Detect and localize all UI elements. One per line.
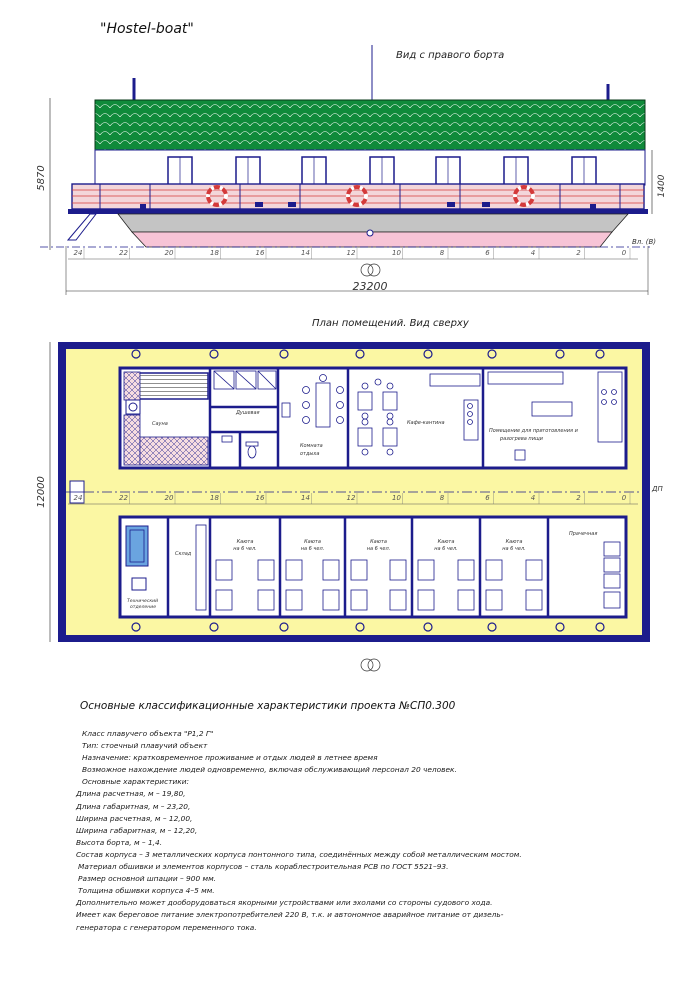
room-cafe: Кафе-кантина — [407, 420, 445, 426]
plan-frame-number: 20 — [164, 494, 174, 502]
side-frame-number: 0 — [621, 249, 627, 257]
sauna-bench-top — [138, 373, 208, 399]
plan-frame-number: 12 — [346, 494, 356, 502]
bunk-bed — [390, 590, 406, 610]
cabin-label: Каюта — [304, 539, 321, 545]
side-frame-number: 16 — [255, 249, 265, 257]
spec-line: Тип: стоечный плавучий объект — [82, 741, 208, 751]
plan-frame-number: 22 — [119, 494, 128, 502]
gangway — [68, 214, 96, 240]
generator-unit — [126, 526, 148, 566]
centerline-label: ДП — [652, 485, 663, 493]
bunk-bed — [526, 590, 542, 610]
hull-dim: 1400 — [657, 174, 667, 198]
cabin-label: на 6 чел. — [434, 546, 458, 552]
plan-frame-number: 24 — [73, 494, 83, 502]
room-cooking-2: разогрева пищи — [500, 436, 543, 442]
roof — [95, 100, 645, 150]
plan-frame-number: 0 — [621, 494, 627, 502]
spec-line: Класс плавучего объекта "Р1,2 Г" — [82, 729, 214, 738]
spec-line: Толщина обшивки корпуса 4–5 мм. — [78, 886, 215, 896]
plan-frame-number: 18 — [210, 494, 219, 502]
sauna-wall-hatch — [124, 372, 140, 400]
spec-line: Дополнительно может дооборудоваться якорными устройствами или эхолами со стороны судового хода. — [76, 898, 493, 908]
bunk-bed — [258, 590, 274, 610]
spec-line: генератора с генератором переменного тока. — [76, 922, 257, 932]
sauna-stove — [126, 400, 140, 414]
side-frame-number: 4 — [530, 249, 536, 257]
side-frame-number: 14 — [301, 249, 310, 257]
cabin-label: на 6 чел. — [366, 546, 391, 552]
sauna-wall-hatch-2 — [124, 415, 140, 465]
side-frame-number: 24 — [73, 249, 83, 257]
spec-line: Размер основной шпации – 900 мм. — [78, 874, 216, 884]
plan-frame-number: 14 — [301, 494, 310, 502]
plan-view-label: План помещений. Вид сверху — [312, 318, 469, 329]
side-frame-scale — [68, 248, 638, 259]
width-dim: 12000 — [36, 476, 47, 508]
cabin-label: Каюта — [370, 539, 387, 545]
frame-symbol — [361, 264, 380, 276]
spec-line: Длина расчетная, м – 19,80, — [76, 789, 186, 799]
side-frame-number: 6 — [485, 249, 490, 257]
length-dim: 23200 — [352, 280, 388, 293]
plan-frame-number: 8 — [439, 494, 445, 502]
hull-upper — [118, 214, 628, 232]
bunk-bed — [418, 590, 434, 610]
spec-list — [76, 728, 666, 934]
room-shower: Душевая — [236, 410, 260, 416]
spec-line: Состав корпуса – 3 металлических корпуса понтонного типа, соединённых между собой металлическим мостом. — [76, 849, 522, 859]
bunk-bed — [323, 590, 339, 610]
spec-line: Высота борта, м – 1,4. — [76, 837, 163, 847]
bunk-bed — [216, 560, 232, 580]
cabin-label: на 6 чел. — [502, 546, 526, 552]
room-laundry: Прачечная — [569, 531, 598, 537]
bunk-bed — [458, 590, 474, 610]
waterline-label: Вл. (В) — [632, 238, 656, 246]
side-frame-number: 10 — [392, 249, 401, 257]
spec-heading: Основные классификационные характеристики проекта №СП0.300 — [80, 700, 456, 712]
cabin-label: на 6 чел. — [233, 546, 257, 552]
cabin-label: Каюта — [236, 539, 254, 545]
cabin-label: Каюта — [437, 539, 455, 545]
side-frame-number: 22 — [119, 249, 128, 257]
laundry-machines — [604, 542, 620, 608]
bunk-bed — [486, 590, 502, 610]
spec-line: Ширина габаритная, м – 12,20, — [76, 825, 198, 835]
spec-line: Имеет как береговое питание электропотребителей 220 В, т.к. и автономное аварийное питание от дизель- — [76, 910, 504, 920]
bunk-bed — [390, 560, 406, 580]
side-frame-number: 2 — [576, 249, 581, 257]
side-frame-number: 18 — [210, 249, 219, 257]
side-frame-number: 20 — [164, 249, 174, 257]
porthole-icon — [367, 230, 373, 236]
plan-frame-number: 16 — [255, 494, 265, 502]
room-sauna: Сауна — [152, 421, 168, 427]
drawing-title: "Hostel-boat" — [100, 21, 194, 37]
plan-frame-number: 4 — [530, 494, 536, 502]
bunk-bed — [323, 560, 339, 580]
side-frame-number: 12 — [346, 249, 356, 257]
room-tech-2: отделение — [130, 605, 157, 610]
room-storage: Склад — [175, 551, 192, 557]
spec-line: Ширина расчетная, м – 12,00, — [76, 813, 193, 823]
spec-line: Материал обшивки и элементов корпусов – сталь кораблестроительная РСВ по ГОСТ 5521–93. — [78, 862, 449, 872]
bunk-bed — [418, 560, 434, 580]
cabin-label: на 6 чел. — [300, 546, 325, 552]
room-rest-2: отдыха — [300, 451, 320, 457]
bunk-bed — [351, 590, 367, 610]
room-tech-1: Технический — [127, 599, 159, 604]
plan-frame-number: 10 — [392, 494, 401, 502]
bunk-bed — [486, 560, 502, 580]
height-dim: 5870 — [36, 165, 47, 191]
room-rest-1: Комната — [300, 443, 323, 449]
side-frame-number: 8 — [439, 249, 445, 257]
bunk-bed — [351, 560, 367, 580]
room-cooking-1: Помещение для приготовления и — [489, 428, 578, 434]
plan-frame-number: 2 — [576, 494, 581, 502]
deck-plate — [68, 209, 648, 214]
bunk-bed — [286, 590, 302, 610]
spec-line: Назначение: кратковременное проживание и отдых людей в летнее время — [82, 753, 378, 763]
bunk-bed — [258, 560, 274, 580]
bunk-bed — [286, 560, 302, 580]
side-view — [36, 45, 667, 295]
side-view-label: Вид с правого борта — [396, 50, 505, 61]
plan-frame-number: 6 — [485, 494, 490, 502]
cabin-label: Каюта — [505, 539, 523, 545]
sauna-bench-bottom — [140, 437, 208, 465]
spec-line: Длина габаритная, м – 23,20, — [76, 801, 191, 811]
spec-line: Возможное нахождение людей одновременно, включая обслуживающий персонал 20 человек. — [82, 765, 457, 775]
bunk-bed — [526, 560, 542, 580]
spec-line: Основные характеристики: — [82, 777, 190, 787]
bunk-bed — [216, 590, 232, 610]
bunk-bed — [458, 560, 474, 580]
frame-symbol-plan — [361, 659, 380, 671]
